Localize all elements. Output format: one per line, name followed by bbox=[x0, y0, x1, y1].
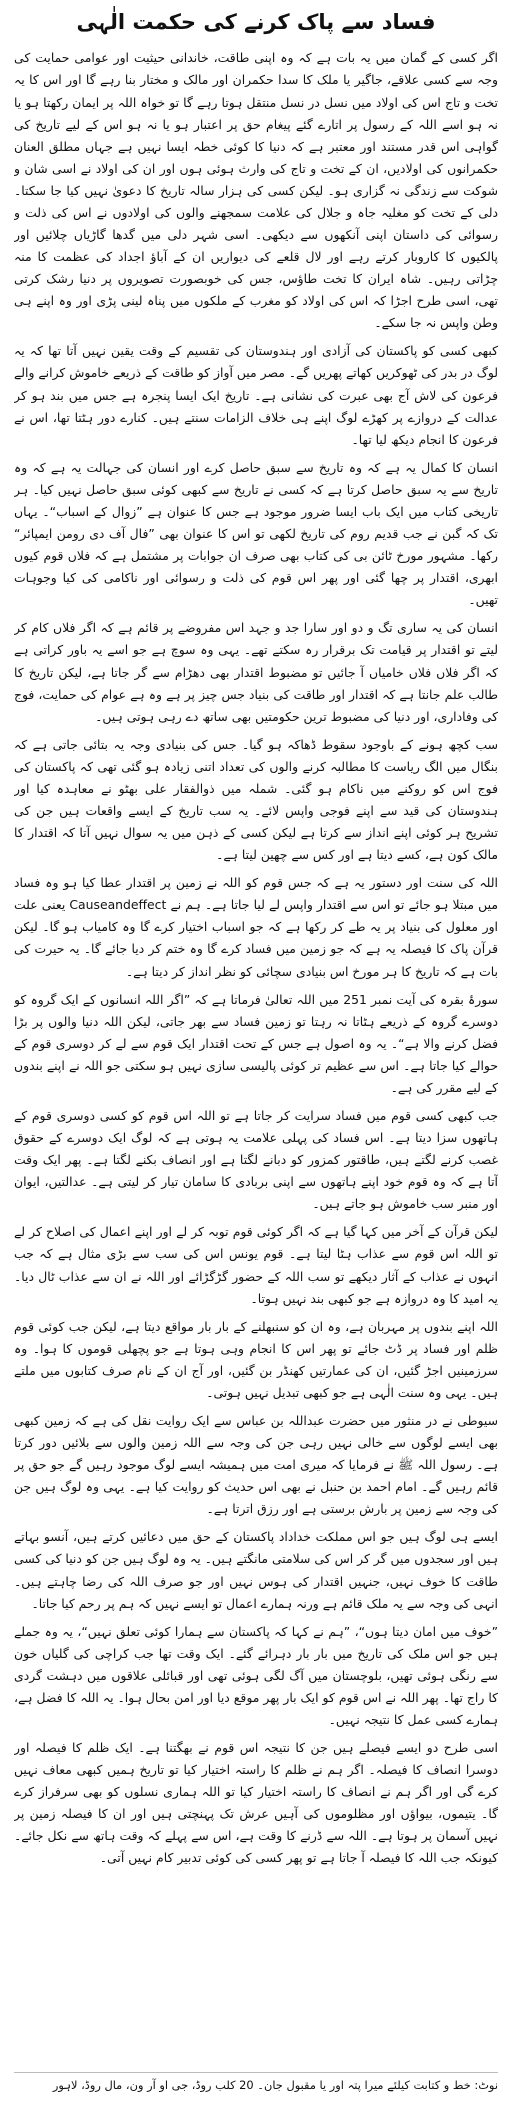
article-paragraph: سیوطی نے در منثور میں حضرت عبداللہ بن عباس سے ایک روایت نقل کی ہے کہ زمین کبھی بھی ایسے لوگوں سے خالی نہیں رہی جن کی وجہ سے اللہ زمین والوں سے بلائیں دور کرتا ہے۔ رسول اللہ ﷺ نے فرمایا کہ میری امت میں ہمیشہ ایسے لوگ موجود رہیں گے جو حق پر قائم رہیں گے۔ امام احمد بن حنبل نے بھی اس حدیث کو روایت کیا ہے۔ یہی وہ لوگ ہیں جن کی وجہ سے زمین پر بارش برستی ہے اور رزق اترتا ہے۔ bbox=[14, 1413, 498, 1517]
article-paragraph: اللہ کی سنت اور دستور یہ ہے کہ جس قوم کو اللہ نے زمین پر اقتدار عطا کیا ہو وہ فساد میں مبتلا ہو جائے تو اس سے اقتدار واپس لے لیا جاتا ہے۔ ہم نے Causeandeffect یعنی علت اور معلول کی بنیاد پر یہ طے کر رکھا ہے کہ جو اسباب اختیار کرے گا وہ کامیاب ہو گا۔ لیکن قرآن پاک کا فیصلہ یہ ہے کہ جو زمین میں فساد کرے گا وہ ختم کر دیا جائے گا۔ یہ حیرت کی بات ہے کہ تاریخ کا ہر مورخ اس بنیادی سچائی کو نظر انداز کر دیتا ہے۔ bbox=[14, 875, 498, 979]
article-paragraph: انسان کا کمال یہ ہے کہ وہ تاریخ سے سبق حاصل کرے اور انسان کی جہالت یہ ہے کہ وہ تاریخ سے یہ سبق حاصل کرتا ہے کہ کسی نے تاریخ سے کبھی کوئی سبق حاصل نہیں کیا۔ ہر تاریخی کتاب میں ایک باب ایسا ضرور موجود ہے جس کا عنوان ہے ”زوال کے اسباب“۔ یہاں تک کہ گبن نے جب قدیم روم کی تاریخ لکھی تو اس کا عنوان بھی ”فال آف دی رومن ایمپائر“ رکھا۔ مشہور مورخ ٹائن بی کی کتاب بھی صرف ان جوابات پر مشتمل ہے کہ فلاں قوم کیوں ابھری، اقتدار پر چھا گئی اور پھر اس قوم کی ذلت و رسوائی اور ناکامی کی کیا وجوہات تھیں۔ bbox=[14, 459, 498, 608]
author-contact-note: نوٹ: خط و کتابت کیلئے میرا پتہ اور یا مقبول جان۔ 20 کلب روڈ، جی او آر ون، مال روڈ، لاہور bbox=[14, 2072, 498, 2094]
article-paragraph: اللہ اپنے بندوں پر مہربان ہے، وہ ان کو سنبھلنے کے بار بار مواقع دیتا ہے، لیکن جب کوئی قوم ظلم اور فساد پر ڈٹ جائے تو پھر اس کا انجام وہی ہوتا ہے جو پچھلی قوموں کا ہوا۔ وہ سرزمینیں اجڑ گئیں، ان کی عمارتیں کھنڈر بن گئیں، اور آج ان کے نام صرف کتابوں میں ملتے ہیں۔ یہی وہ سنت الٰہی ہے جو کبھی تبدیل نہیں ہوتی۔ bbox=[14, 1318, 498, 1400]
article-paragraph: لیکن قرآن کے آخر میں کہا گیا ہے کہ اگر کوئی قوم توبہ کر لے اور اپنے اعمال کی اصلاح کر لے تو اللہ اس قوم سے عذاب ہٹا لیتا ہے۔ قوم یونس اس کی سب سے بڑی مثال ہے کہ جب انہوں نے عذاب کے آثار دیکھے تو سب اللہ کے حضور گڑگڑائے اور اللہ نے ان سے عذاب ٹال دیا۔ یہ امید کا وہ دروازہ ہے جو کبھی بند نہیں ہوتا۔ bbox=[14, 1224, 498, 1306]
article-paragraph: ایسے ہی لوگ ہیں جو اس مملکت خداداد پاکستان کے حق میں دعائیں کرتے ہیں، آنسو بہاتے ہیں اور سجدوں میں گر کر اس کی سلامتی مانگتے ہیں۔ یہ وہ لوگ ہیں جن کو دنیا کی کسی طاقت کا خوف نہیں، جنہیں اقتدار کی ہوس نہیں اور جو صرف اللہ کی رضا چاہتے ہیں۔ انہی کی وجہ سے یہ ملک قائم ہے ورنہ ہمارے اعمال تو ایسے نہیں کہ ہم پر رحم کیا جاتا۔ bbox=[14, 1529, 498, 1611]
article-paragraph: اگر کسی کے گمان میں یہ بات ہے کہ وہ اپنی طاقت، خاندانی حیثیت اور عوامی حمایت کی وجہ سے کسی علاقے، جاگیر یا ملک کا سدا حکمران اور مالک و مختار بنا رہے گا اور اس کا یہ تخت و تاج اس کی اولاد میں نسل در نسل منتقل ہوتا رہے گا تو خواہ اللہ پر ایمان رکھتا ہو یا نہ ہو اسے اللہ کے رسول پر اتارے گئے پیغام حق پر اعتبار ہو یا نہ ہو اس کے لیے تاریخ کی گواہی اس قدر مستند اور معتبر ہے کہ دنیا کا کوئی خطہ ایسا نہیں ہے جہاں مطلق العنان حکمرانوں کی اولادیں، ان کے تخت و تاج کی وارث ہوئی ہوں اور ان کی اولاد نے اسی شان و شوکت سے زندگی نہ گزاری ہو۔ لیکن کسی کی ہزار سالہ تاریخ کا دعویٰ نہیں کیا جا سکتا۔ دلی کے تخت کو مغلیہ جاہ و جلال کی علامت سمجھنے والوں کی اولادوں نے اس کی ذلت و رسوائی کی داستان اپنی آنکھوں سے دیکھی۔ اسی شہر دلی میں گدھا گاڑیاں چلائیں اور پالکیوں کا کاروبار کرتے رہے اور لال قلعے کی دیواریں ان کے آباؤ اجداد کی عظمت کا منہ چڑاتی رہیں۔ شاہ ایران کا تخت طاؤس، جس کی خوبصورت تصویروں پر دنیا رشک کرتی تھی، اسی طرح اجڑا کہ اس کی اولاد کو مغرب کے ملکوں میں پناہ لینی پڑی اور وہ اپنے ہی وطن واپس نہ جا سکے۔ bbox=[14, 50, 498, 331]
article-paragraph: کبھی کسی کو پاکستان کی آزادی اور ہندوستان کی تقسیم کے وقت یقین نہیں آتا تھا کہ یہ لوگ در بدر کی ٹھوکریں کھاتے پھریں گے۔ مصر میں آواز کو طاقت کے ذریعے خاموش کرانے والے فرعون کی لاش آج بھی عبرت کی نشانی ہے۔ تاریخ ایک ایسا پنجرہ ہے جس میں بند ہو کر عدالت کے دروازے پر کھڑے لوگ اپنے ہی خلاف الزامات سنتے ہیں۔ کنارے دور ہٹتا تھا، اس نے فرعون کا انجام دیکھ لیا تھا۔ bbox=[14, 343, 498, 447]
article-paragraph: انسان کی یہ ساری تگ و دو اور سارا جد و جہد اس مفروضے پر قائم ہے کہ اگر فلاں کام کر لیتے تو اقتدار پر قیامت تک برقرار رہ سکتے تھے۔ یہی وہ سوچ ہے جو اسے یہ باور کراتی ہے کہ اگر فلاں فلاں خامیاں آ جائیں تو مضبوط اقتدار بھی دھڑام سے گر جاتا ہے، لیکن تاریخ کا طالب علم جانتا ہے کہ اقتدار اور طاقت کی بنیاد جس چیز پر ہے وہ ہے عوام کی حمایت، فوج کی وفاداری، اور دنیا کی مضبوط ترین حکومتیں بھی ساتھ دے رہی ہوتی ہیں۔ bbox=[14, 620, 498, 724]
article-title: فساد سے پاک کرنے کی حکمت الٰہی bbox=[76, 10, 436, 34]
article-paragraph: جب کبھی کسی قوم میں فساد سرایت کر جاتا ہے تو اللہ اس قوم کو کسی دوسری قوم کے ہاتھوں سزا دیتا ہے۔ اس فساد کی پہلی علامت یہ ہوتی ہے کہ لوگ ایک دوسرے کے حقوق غصب کرنے لگتے ہیں، طاقتور کمزور کو دبانے لگتا ہے اور انصاف بکنے لگتا ہے۔ پھر ایک وقت آتا ہے کہ وہ قوم خود اپنے ہاتھوں سے اپنی بربادی کا سامان تیار کر لیتی ہے۔ عدالتیں، ایوان اور منبر سب خاموش ہو جاتے ہیں۔ bbox=[14, 1107, 498, 1212]
article-paragraph: ”خوف میں امان دیتا ہوں“، ”ہم نے کہا کہ پاکستان سے ہمارا کوئی تعلق نہیں“، یہ وہ جملے ہیں جو اس ملک کی تاریخ میں بار بار دہرائے گئے۔ ایک وقت تھا جب کراچی کی گلیاں خون سے رنگی ہوئی تھیں، بلوچستان میں آگ لگی ہوئی تھی اور قبائلی علاقوں میں دہشت گردی کا راج تھا۔ پھر اللہ نے اس قوم کو ایک بار پھر موقع دیا اور امن بحال ہوا۔ یہ اللہ کا فضل ہے، ہمارے کسی عمل کا نتیجہ نہیں۔ bbox=[14, 1623, 498, 1728]
article-body bbox=[14, 47, 498, 2067]
article-paragraph: سورۂ بقرہ کی آیت نمبر 251 میں اللہ تعالیٰ فرماتا ہے کہ ”اگر اللہ انسانوں کے ایک گروہ کو دوسرے گروہ کے ذریعے ہٹاتا نہ رہتا تو زمین فساد سے بھر جاتی، لیکن اللہ دنیا والوں پر بڑا فضل کرنے والا ہے“۔ یہ وہ اصول ہے جس کے تحت اقتدار ایک قوم سے لے کر دوسری قوم کے حوالے کیا جاتا ہے۔ اس سے عظیم تر کوئی پالیسی سازی نہیں ہو سکتی جو اللہ نے اپنے بندوں کے لیے مقرر کی ہے۔ bbox=[14, 991, 498, 1095]
article-paragraph: سب کچھ ہونے کے باوجود سقوط ڈھاکہ ہو گیا۔ جس کی بنیادی وجہ یہ بتائی جاتی ہے کہ بنگال میں الگ ریاست کا مطالبہ کرنے والوں کی تعداد اتنی زیادہ ہو گئی تھی کہ پاکستان کی فوج اس کو روکنے میں ناکام ہو گئی۔ شملہ میں ذوالفقار علی بھٹو نے معاہدہ کیا اور ہندوستان کی قید سے اپنے فوجی واپس لائے۔ یہ سب تاریخ کے ایسے واقعات ہیں جن کی تشریح ہر کوئی اپنے انداز سے کرتا ہے لیکن کسی کے ذہن میں یہ سوال نہیں آتا کہ اقتدار کا مالک کون ہے، کسے دیتا ہے اور کس سے چھین لیتا ہے۔ bbox=[14, 736, 498, 863]
article-paragraph: اسی طرح دو ایسے فیصلے ہیں جن کا نتیجہ اس قوم نے بھگتنا ہے۔ ایک ظلم کا فیصلہ اور دوسرا انصاف کا فیصلہ۔ اگر ہم نے ظلم کا راستہ اختیار کیا تو تاریخ ہمیں کبھی معاف نہیں کرے گی اور اگر ہم نے انصاف کا راستہ اختیار کیا تو اللہ ہماری نسلوں کو بھی سرفراز کرے گا۔ یتیموں، بیواؤں اور مظلوموں کی آہیں عرش تک پہنچتی ہیں اور ان کا فیصلہ زمین پر نہیں آسمان پر ہوتا ہے۔ اللہ سے ڈرنے کا وقت ہے، اس سے پہلے کہ وقت ہاتھ سے نکل جائے۔ کیونکہ جب اللہ کا فیصلہ آ جاتا ہے تو پھر کسی کی کوئی تدبیر کام نہیں آتی۔ bbox=[14, 1740, 498, 1866]
